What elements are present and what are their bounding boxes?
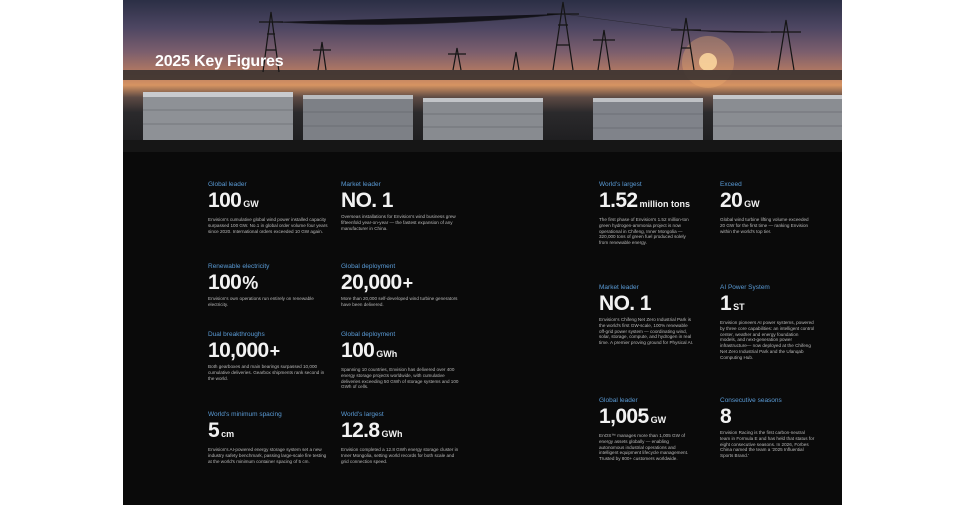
figure-label: Market leader: [341, 181, 381, 188]
figure-desc: EnOS™ manages more than 1,005 GW of energy assets globally — enabling autonomous industrial operations and intelligent equipment lifecycle management. Trusted by 800+ customers worldwide.: [599, 433, 689, 462]
page-title: 2025 Key Figures: [155, 53, 284, 70]
figure-label: Renewable electricity: [208, 263, 270, 270]
figure-storage-deployment: [341, 331, 461, 390]
figure-label: Exceed: [720, 181, 742, 188]
figure-value: 12.8 GWh: [341, 419, 403, 442]
figure-desc: More than 20,000 self-developed wind turbine generators have been delivered.: [341, 296, 458, 307]
figure-value: 20 GW: [720, 189, 760, 212]
figure-desc: Overseas installations for Envision's wind business grew fifteenfold year-on-year — the fastest expansion of any manufacturer in China.: [341, 214, 456, 231]
figure-value: 1.52 million tons: [599, 189, 690, 212]
figure-label: Dual breakthroughs: [208, 331, 265, 338]
figure-desc: Envision completed a 12.8 GWh energy storage cluster in Inner Mongolia, setting world records for both scale and grid connection speed.: [341, 447, 459, 464]
figure-value: 5 cm: [208, 419, 235, 442]
figure-desc: Envision's Chifeng Net Zero Industrial Park is the world's first GW-scale, 100% renewable off-grid power system — coordinating wind, solar, storage, compute, and hydrogen in real time. A premier proving ground for Physical AI.: [599, 317, 694, 346]
hero-image: [123, 0, 842, 152]
figure-renewable-electricity: [208, 263, 328, 308]
figure-desc: Envision's own operations run entirely on renewable electricity.: [208, 296, 314, 307]
figure-desc: The first phase of Envision's 1.52 million-ton green hydrogen-ammonia project is now operational in Chifeng, Inner Mongolia — 320,000 tons of green fuel produced solely from renewable energy.: [599, 217, 689, 246]
figure-value: 20,000+: [341, 271, 414, 294]
figure-ai-power-system: [720, 284, 840, 361]
figure-label: AI Power System: [720, 284, 770, 291]
key-figures-page: [123, 0, 842, 505]
figure-desc: Envision pioneers AI power systems, powered by three core capabilities: an intelligent control center, weather and energy foundation models, and next-generation power infrastructure— now deployed at the Chifeng Net Zero Industrial Park and the Ulanqab Computing Hub.: [720, 320, 815, 360]
figure-value: 8: [720, 405, 732, 428]
figure-value: NO. 1: [341, 189, 393, 212]
figure-label: Global deployment: [341, 263, 396, 270]
figure-minimum-spacing: [208, 411, 328, 464]
figure-value: 100%: [208, 271, 259, 294]
figure-desc: Spanning 10 countries, Envision has delivered over 400 energy storage projects worldwide, with cumulative deliveries exceeding 50 GWh of storage systems and 100 GWh of cells.: [341, 367, 459, 390]
figure-value: 10,000+: [208, 339, 281, 362]
figure-desc: Global wind turbine lifting volume exceeded 20 GW for the first time — ranking Envision within the world's top tier.: [720, 217, 809, 234]
figure-lifting-volume: [720, 181, 840, 234]
figure-label: World's largest: [599, 181, 642, 188]
figure-value: NO. 1: [599, 292, 651, 315]
figure-storage-cluster: [341, 411, 461, 464]
figure-label: World's minimum spacing: [208, 411, 282, 418]
figure-desc: Envision Racing is the first carbon-neutral team in Formula E and has held that status for eight consecutive seasons. In 2026, Forbes China named the team a '2025 Influential Sports Brand.': [720, 430, 815, 459]
figure-wind-capacity: [208, 181, 328, 234]
figure-label: Market leader: [599, 284, 639, 291]
figure-green-hydrogen: [599, 181, 719, 246]
figure-label: Global leader: [599, 397, 638, 404]
figure-value: 100 GW: [208, 189, 259, 212]
figure-label: World's largest: [341, 411, 384, 418]
figure-value: 1 ST: [720, 292, 745, 315]
figure-racing-seasons: [720, 397, 840, 459]
figure-value: 100 GWh: [341, 339, 398, 362]
figure-desc: Both gearboxes and main bearings surpassed 10,000 cumulative deliveries. Gearbox shipments rank second in the world.: [208, 364, 325, 381]
figure-desc: Envision's AI-powered energy storage system set a new industry safety benchmark, passing large-scale fire testing at the world's minimum container spacing of 5 cm.: [208, 447, 327, 464]
figure-label: Global deployment: [341, 331, 396, 338]
figure-market-leader-wind: [341, 181, 461, 231]
power-station-photo: [123, 0, 842, 152]
figure-desc: Envision's cumulative global wind power installed capacity surpassed 100 GW. No.1 in global order volume four years since 2020. International orders exceeded 10 GW again.: [208, 217, 328, 234]
figure-label: Global leader: [208, 181, 247, 188]
figure-label: Consecutive seasons: [720, 397, 782, 404]
figure-dual-breakthroughs: [208, 331, 328, 381]
figure-value: 1,005 GW: [599, 405, 667, 428]
figure-enos-assets: [599, 397, 719, 462]
figure-net-zero-park: [599, 284, 719, 346]
figure-turbine-deployment: [341, 263, 461, 308]
